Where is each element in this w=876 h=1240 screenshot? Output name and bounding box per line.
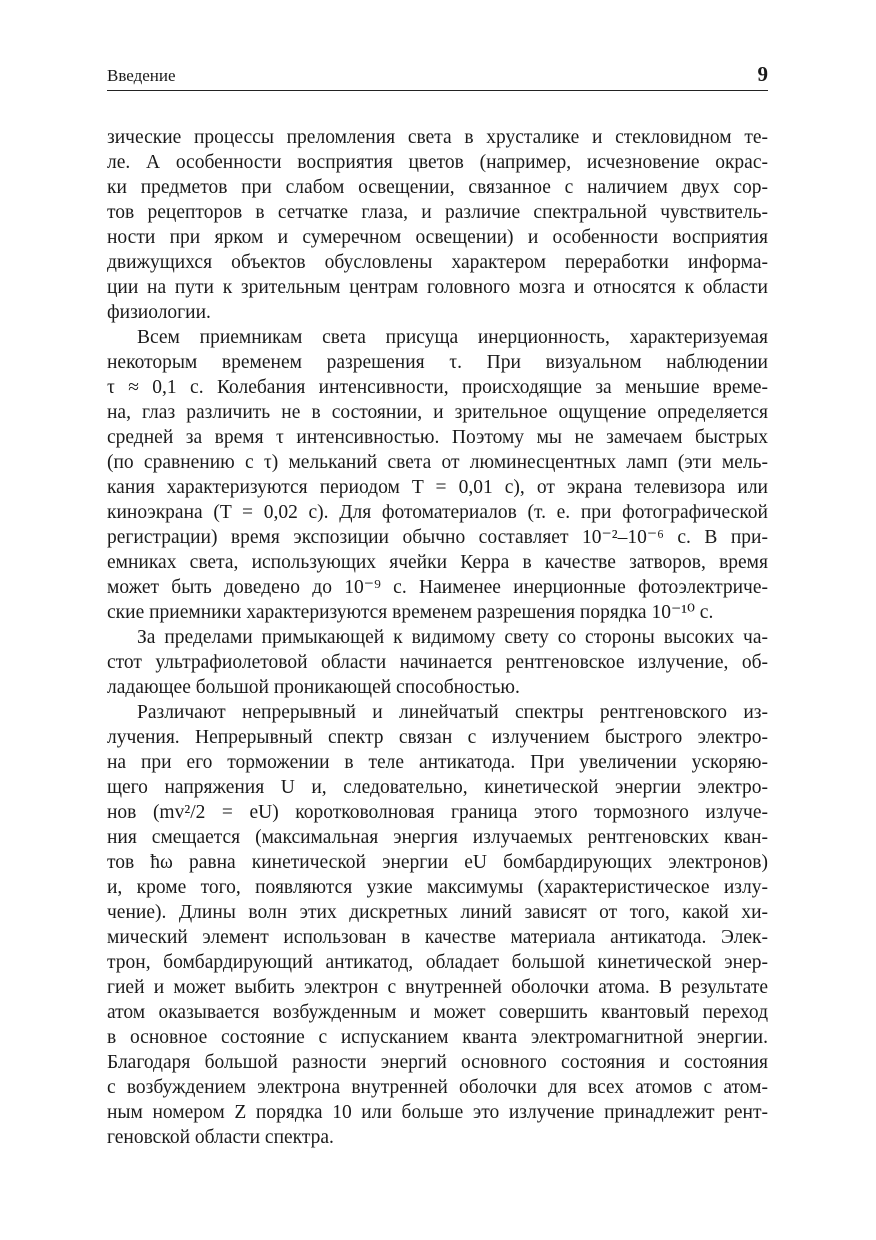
running-title: Введение bbox=[107, 66, 176, 85]
text-line: ния смещается (максимальная энергия излучаемых рентгеновских кван- bbox=[107, 827, 768, 848]
text-line: стот ультрафиолетовой области начинается рентгеновское излучение, об- bbox=[107, 652, 768, 673]
text-line: Благодаря большой разности энергий основного состояния и состояния bbox=[107, 1052, 768, 1073]
text-line: τ ≈ 0,1 с. Колебания интенсивности, происходящие за меньшие време- bbox=[107, 377, 768, 398]
text-line: трон, бомбардирующий антикатод, обладает большой кинетической энер- bbox=[107, 952, 768, 973]
text-line: может быть доведено до 10⁻⁹ с. Наименее инерционные фотоэлектриче- bbox=[107, 577, 768, 598]
text-line: ным номером Z порядка 10 или больше это излучение принадлежит рент- bbox=[107, 1102, 768, 1123]
text-line: с возбуждением электрона внутренней оболочки для всех атомов с атом- bbox=[107, 1077, 768, 1098]
text-line: киноэкрана (T = 0,02 с). Для фотоматериалов (т. е. при фотографической bbox=[107, 502, 768, 523]
text-line: движущихся объектов обусловлены характером переработки информа- bbox=[107, 252, 768, 273]
text-line: (по сравнению с τ) мельканий света от люминесцентных ламп (эти мель- bbox=[107, 452, 768, 473]
text-line: ле. А особенности восприятия цветов (например, исчезновение окрас- bbox=[107, 152, 768, 173]
text-line: ции на пути к зрительным центрам головного мозга и относятся к области bbox=[107, 277, 768, 298]
text-line: атом оказывается возбужденным и может совершить квантовый переход bbox=[107, 1002, 768, 1023]
text-line: на, глаз различить не в состоянии, и зрительное ощущение определяется bbox=[107, 402, 768, 423]
text-line: мический элемент использован в качестве материала антикатода. Элек- bbox=[107, 927, 768, 948]
text-line: гией и может выбить электрон с внутренней оболочки атома. В результате bbox=[107, 977, 768, 998]
text-line: емниках света, использующих ячейки Керра в качестве затворов, время bbox=[107, 552, 768, 573]
text-line: в основное состояние с испусканием кванта электромагнитной энергии. bbox=[107, 1027, 768, 1048]
text-line: ности при ярком и сумеречном освещении) и особенности восприятия bbox=[107, 227, 768, 248]
paragraph bbox=[107, 125, 768, 325]
text-line: нов (mv²/2 = eU) коротковолновая граница этого тормозного излуче- bbox=[107, 802, 768, 823]
body-text bbox=[107, 125, 768, 1150]
paragraph bbox=[107, 325, 768, 625]
text-line: ладающее большой проникающей способностью. bbox=[107, 677, 520, 698]
text-line: некоторым временем разрешения τ. При визуальном наблюдении bbox=[107, 352, 768, 373]
text-line: геновской области спектра. bbox=[107, 1127, 334, 1148]
text-line: ские приемники характеризуются временем разрешения порядка 10⁻¹⁰ с. bbox=[107, 602, 714, 623]
text-line: щего напряжения U и, следовательно, кинетической энергии электро- bbox=[107, 777, 768, 798]
text-line: ки предметов при слабом освещении, связанное с наличием двух сор- bbox=[107, 177, 768, 198]
text-line: физиологии. bbox=[107, 302, 211, 323]
page-header bbox=[107, 62, 768, 91]
page-number: 9 bbox=[757, 62, 768, 86]
text-line: лучения. Непрерывный спектр связан с излучением быстрого электро- bbox=[107, 727, 768, 748]
paragraph bbox=[107, 625, 768, 700]
text-line: Всем приемникам света присуща инерционность, характеризуемая bbox=[137, 327, 768, 348]
text-line: зические процессы преломления света в хрусталике и стекловидном те- bbox=[107, 127, 768, 148]
text-line: Различают непрерывный и линейчатый спектры рентгеновского из- bbox=[137, 702, 768, 723]
text-line: тов ħω равна кинетической энергии eU бомбардирующих электронов) bbox=[107, 852, 768, 873]
text-line: чение). Длины волн этих дискретных линий зависят от того, какой хи- bbox=[107, 902, 768, 923]
text-line: и, кроме того, появляются узкие максимумы (характеристическое излу- bbox=[107, 877, 768, 898]
text-line: кания характеризуются периодом T = 0,01 с), от экрана телевизора или bbox=[107, 477, 768, 498]
text-line: За пределами примыкающей к видимому свету со стороны высоких ча- bbox=[137, 627, 768, 648]
text-line: регистрации) время экспозиции обычно составляет 10⁻²–10⁻⁶ с. В при- bbox=[107, 527, 768, 548]
text-line: тов рецепторов в сетчатке глаза, и различие спектральной чувствитель- bbox=[107, 202, 768, 223]
text-line: средней за время τ интенсивностью. Поэтому мы не замечаем быстрых bbox=[107, 427, 768, 448]
paragraph bbox=[107, 700, 768, 1150]
text-line: на при его торможении в теле антикатода. При увеличении ускоряю- bbox=[107, 752, 768, 773]
